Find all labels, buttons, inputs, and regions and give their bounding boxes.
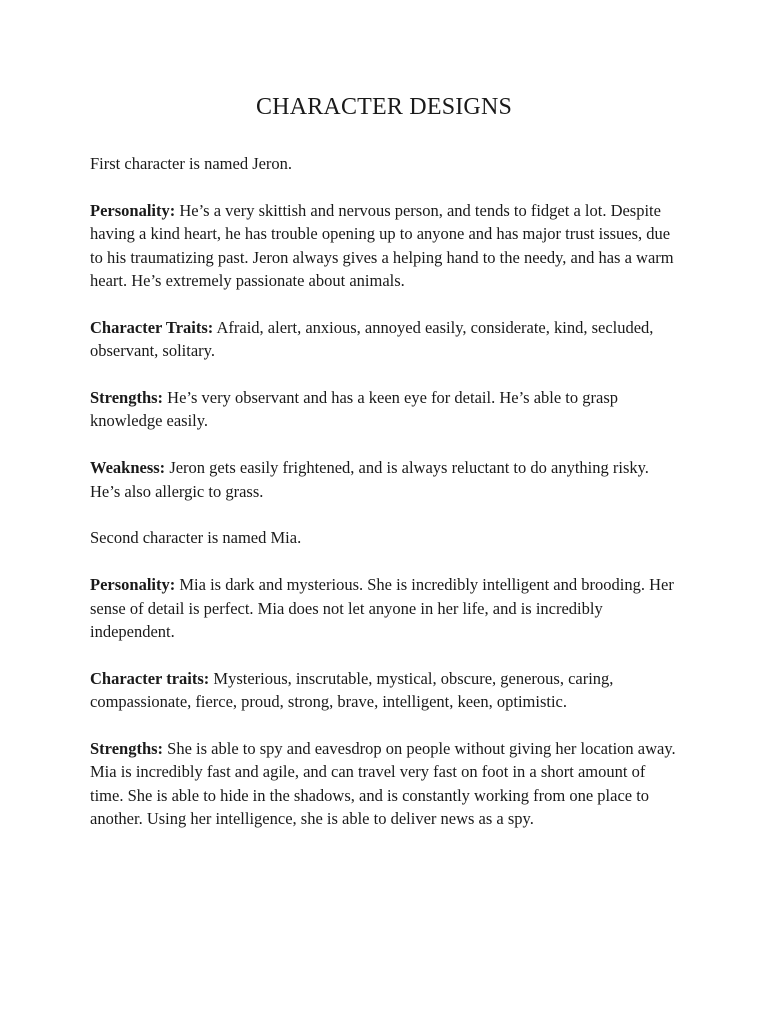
paragraph-intro-mia [90,526,678,549]
paragraph-mia-personality [90,573,678,643]
paragraph-text: Afraid, alert, anxious, annoyed easily, considerate, kind, secluded, observant, solitary. [90,317,654,361]
paragraph-mia-strengths [90,737,678,831]
paragraph-label: Personality: [90,200,176,220]
paragraph-label: Personality: [90,575,176,595]
document-title: CHARACTER DESIGNS [255,94,513,120]
paragraph-text: Jeron gets easily frightened, and is always reluctant to do anything risky. He’s also allergic to grass. [90,458,649,501]
paragraph-text: First character is named Jeron. [90,154,293,173]
paragraph-jeron-traits [90,316,678,363]
paragraph-text: Mysterious, inscrutable, mystical, obscure, generous, caring, compassionate, fierce, proud, strong, brave, intelligent, keen, optimistic. [90,668,614,712]
paragraph-label: Strengths: [90,739,164,759]
paragraph-label: Weakness: [90,458,166,478]
paragraph-label: Character traits: [90,668,210,688]
paragraph-intro-jeron [90,152,678,175]
paragraph-jeron-strengths [90,386,678,433]
document-body [90,152,678,831]
paragraph-mia-traits [90,667,678,714]
paragraph-jeron-personality [90,199,678,293]
paragraph-text: Second character is named Mia. [90,528,302,548]
paragraph-text: Mia is dark and mysterious. She is incredibly intelligent and brooding. Her sense of detail is perfect. Mia does not let anyone in her life, and is incredibly independent. [90,575,674,642]
paragraph-text: She is able to spy and eavesdrop on people without giving her location away. Mia is incredibly fast and agile, and can travel very fast on foot in a short amount of time. She is able to hide in the shadows, and is constantly working from one place to another. Using her intelligence, she is able to deliver news as a spy. [90,739,676,829]
paragraph-label: Strengths: [90,388,164,408]
paragraph-text: He’s a very skittish and nervous person, and tends to fidget a lot. Despite having a kind heart, he has trouble opening up to anyone and has major trust issues, due to his traumatizing past. Jeron always gives a helping hand to the needy, and has a warm heart. He’s extremely passionate about animals. [90,200,674,291]
paragraph-label: Character Traits: [90,317,214,337]
paragraph-jeron-weakness [90,456,678,503]
paragraph-text: He’s very observant and has a keen eye for detail. He’s able to grasp knowledge easily. [90,388,619,431]
